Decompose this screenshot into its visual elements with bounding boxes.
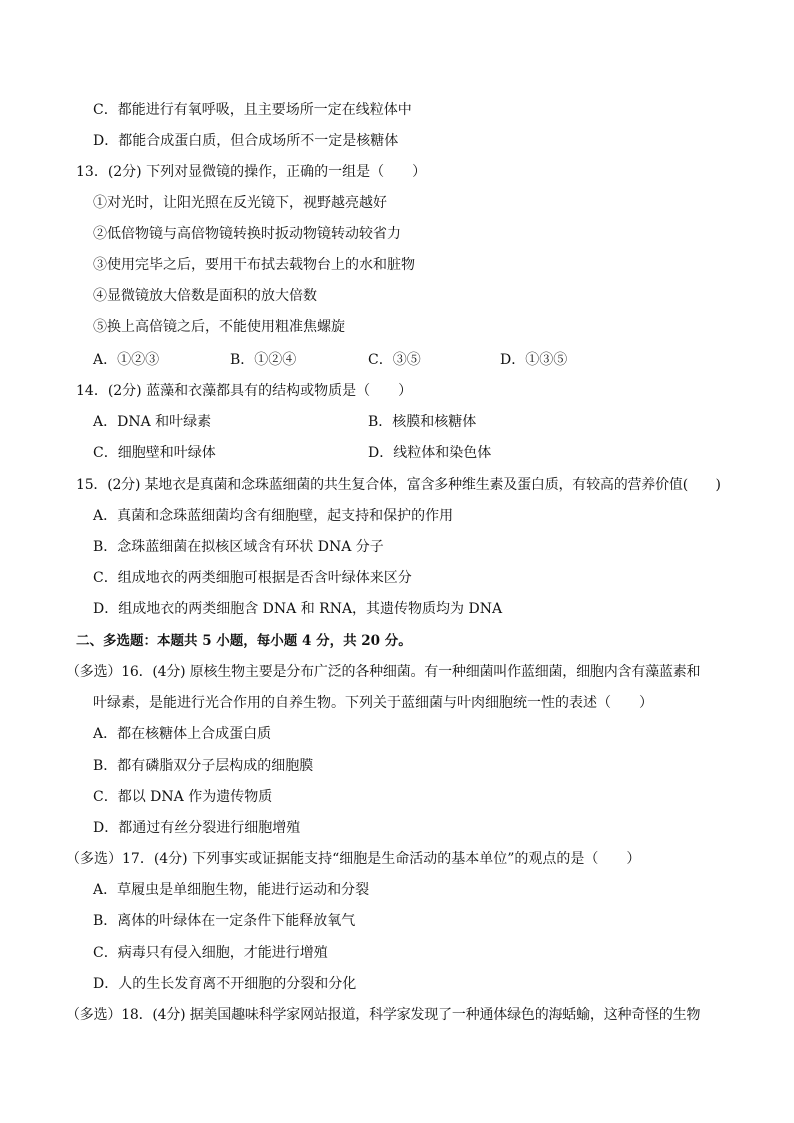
q13-option-b: B．①②④ [230,352,297,368]
q13-item-2: ②低倍物镜与高倍物镜转换时扳动物镜转动较省力 [93,226,401,242]
q18-stem-line-1: （多选）18．(4分) 据美国趣味科学家网站报道，科学家发现了一种通体绿色的海蛞蝓，这种奇怪的生物 [66,1007,701,1023]
q16-option-b: B．都有磷脂双分子层构成的细胞膜 [93,758,314,774]
q14-stem: 14．(2分) 蓝藻和衣藻都具有的结构或物质是（ ） [76,383,413,399]
q13-stem: 13．(2分) 下列对显微镜的操作，正确的一组是（ ） [76,164,427,180]
q12-option-d: D．都能合成蛋白质，但合成场所不一定是核糖体 [93,133,399,149]
q16-option-c: C．都以 DNA 作为遗传物质 [93,789,273,805]
q14-option-b: B．核膜和核糖体 [368,414,477,430]
q14-option-a: A．DNA 和叶绿素 [93,414,212,430]
q13-item-1: ①对光时，让阳光照在反光镜下，视野越亮越好 [93,195,387,211]
q15-option-c: C．组成地衣的两类细胞可根据是否含叶绿体来区分 [93,570,412,586]
section-2-heading: 二、多选题：本题共 5 小题，每小题 4 分，共 20 分。 [76,633,412,649]
q17-option-c: C．病毒只有侵入细胞，才能进行增殖 [93,945,328,961]
q15-stem: 15．(2分) 某地衣是真菌和念珠蓝细菌的共生复合体，富含多种维生素及蛋白质，有较高的营养价值( ) [76,477,721,493]
q17-option-a: A．草履虫是单细胞生物，能进行运动和分裂 [93,882,370,898]
q13-option-c: C．③⑤ [368,352,421,368]
q12-option-c: C．都能进行有氧呼吸，且主要场所一定在线粒体中 [93,102,412,118]
q13-item-5: ⑤换上高倍镜之后，不能使用粗准焦螺旋 [93,319,345,335]
q16-option-a: A．都在核糖体上合成蛋白质 [93,726,272,742]
q17-option-b: B．离体的叶绿体在一定条件下能释放氧气 [93,913,356,929]
q13-option-d: D．①③⑤ [500,352,568,368]
q17-option-d: D．人的生长发育离不开细胞的分裂和分化 [93,976,357,992]
q16-option-d: D．都通过有丝分裂进行细胞增殖 [93,820,301,836]
q15-option-b: B．念珠蓝细菌在拟核区域含有环状 DNA 分子 [93,539,384,555]
q14-option-c: C．细胞壁和叶绿体 [93,445,216,461]
q13-item-4: ④显微镜放大倍数是面积的放大倍数 [93,288,317,304]
q16-stem-line-2: 叶绿素，是能进行光合作用的自养生物。下列关于蓝细菌与叶肉细胞统一性的表述（ ） [93,695,653,711]
q15-option-d: D．组成地衣的两类细胞含 DNA 和 RNA，其遗传物质均为 DNA [93,601,503,617]
q16-stem-line-1: （多选）16．(4分) 原核生物主要是分布广泛的各种细菌。有一种细菌叫作蓝细菌，细胞内含有藻蓝素和 [66,664,701,680]
q13-item-3: ③使用完毕之后，要用干布拭去载物台上的水和脏物 [93,257,415,273]
q13-option-a: A．①②③ [93,352,160,368]
q14-option-d: D．线粒体和染色体 [368,445,492,461]
q15-option-a: A．真菌和念珠蓝细菌均含有细胞壁，起支持和保护的作用 [93,508,454,524]
q17-stem: （多选）17．(4分) 下列事实或证据能支持“细胞是生命活动的基本单位”的观点的是（ ） [66,851,641,867]
